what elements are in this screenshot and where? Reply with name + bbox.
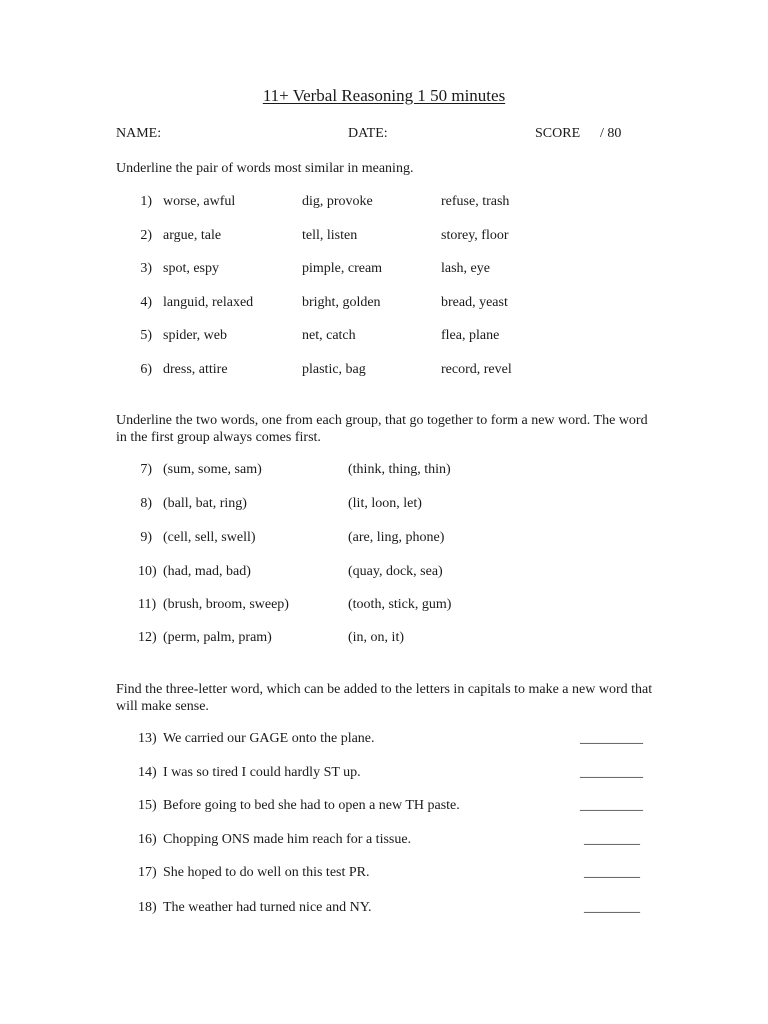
word-pair-c[interactable]: lash, eye <box>441 261 490 276</box>
word-pair-c[interactable]: flea, plane <box>441 328 500 343</box>
word-group-first[interactable]: (cell, sell, swell) <box>163 530 256 545</box>
word-group-second[interactable]: (think, thing, thin) <box>348 462 451 477</box>
question-number: 5) <box>140 328 152 343</box>
question-text: I was so tired I could hardly ST up. <box>163 765 361 780</box>
question-text: She hoped to do well on this test PR. <box>163 865 370 880</box>
question-text: Before going to bed she had to open a new TH paste. <box>163 798 460 813</box>
word-group-first[interactable]: (perm, palm, pram) <box>163 630 272 645</box>
score-total: / 80 <box>600 126 622 141</box>
answer-blank[interactable]: ________ <box>584 865 640 880</box>
word-pair-c[interactable]: storey, floor <box>441 228 509 243</box>
question-number: 17) <box>138 865 157 880</box>
word-group-second[interactable]: (quay, dock, sea) <box>348 564 443 579</box>
date-label: DATE: <box>348 126 388 141</box>
word-pair-c[interactable]: refuse, trash <box>441 194 510 209</box>
section2-instruction: Underline the two words, one from each group, that go together to form a new word. The word in the first group always comes first. <box>116 413 648 445</box>
question-number: 1) <box>140 194 152 209</box>
question-number: 3) <box>140 261 152 276</box>
word-pair-a[interactable]: argue, tale <box>163 228 222 243</box>
question-number: 10) <box>138 564 157 579</box>
word-pair-a[interactable]: spider, web <box>163 328 227 343</box>
question-text: We carried our GAGE onto the plane. <box>163 731 375 746</box>
question-number: 13) <box>138 731 157 746</box>
word-pair-a[interactable]: spot, espy <box>163 261 219 276</box>
page-title: 11+ Verbal Reasoning 1 50 minutes <box>262 86 506 105</box>
word-pair-b[interactable]: tell, listen <box>302 228 358 243</box>
word-group-first[interactable]: (sum, some, sam) <box>163 462 262 477</box>
answer-blank[interactable]: ________ <box>584 900 640 915</box>
word-pair-a[interactable]: dress, attire <box>163 362 228 377</box>
question-number: 8) <box>140 496 152 511</box>
answer-blank[interactable]: _________ <box>580 798 643 813</box>
question-number: 2) <box>140 228 152 243</box>
word-group-first[interactable]: (brush, broom, sweep) <box>163 597 289 612</box>
word-pair-b[interactable]: net, catch <box>302 328 356 343</box>
question-number: 11) <box>138 597 157 612</box>
question-number: 6) <box>140 362 152 377</box>
word-pair-b[interactable]: plastic, bag <box>302 362 366 377</box>
word-group-first[interactable]: (had, mad, bad) <box>163 564 251 579</box>
word-pair-c[interactable]: record, revel <box>441 362 512 377</box>
question-number: 14) <box>138 765 157 780</box>
section1-instruction: Underline the pair of words most similar in meaning. <box>116 161 414 176</box>
score-label: SCORE <box>535 126 581 141</box>
answer-blank[interactable]: _________ <box>580 731 643 746</box>
word-group-second[interactable]: (tooth, stick, gum) <box>348 597 452 612</box>
word-pair-b[interactable]: dig, provoke <box>302 194 373 209</box>
question-number: 7) <box>140 462 152 477</box>
word-pair-c[interactable]: bread, yeast <box>441 295 508 310</box>
question-number: 4) <box>140 295 152 310</box>
section3-instruction: Find the three-letter word, which can be added to the letters in capitals to make a new word that will make sense. <box>116 682 653 714</box>
word-group-second[interactable]: (lit, loon, let) <box>348 496 422 511</box>
answer-blank[interactable]: ________ <box>584 832 640 847</box>
answer-blank[interactable]: _________ <box>580 765 643 780</box>
word-group-first[interactable]: (ball, bat, ring) <box>163 496 247 511</box>
name-label: NAME: <box>116 126 162 141</box>
question-text: Chopping ONS made him reach for a tissue. <box>163 832 412 847</box>
word-pair-a[interactable]: worse, awful <box>163 194 236 209</box>
word-pair-b[interactable]: bright, golden <box>302 295 381 310</box>
question-number: 12) <box>138 630 157 645</box>
word-pair-b[interactable]: pimple, cream <box>302 261 383 276</box>
word-pair-a[interactable]: languid, relaxed <box>163 295 254 310</box>
question-number: 16) <box>138 832 157 847</box>
word-group-second[interactable]: (are, ling, phone) <box>348 530 445 545</box>
question-number: 15) <box>138 798 157 813</box>
question-number: 9) <box>140 530 152 545</box>
question-number: 18) <box>138 900 157 915</box>
word-group-second[interactable]: (in, on, it) <box>348 630 404 645</box>
question-text: The weather had turned nice and NY. <box>163 900 372 915</box>
